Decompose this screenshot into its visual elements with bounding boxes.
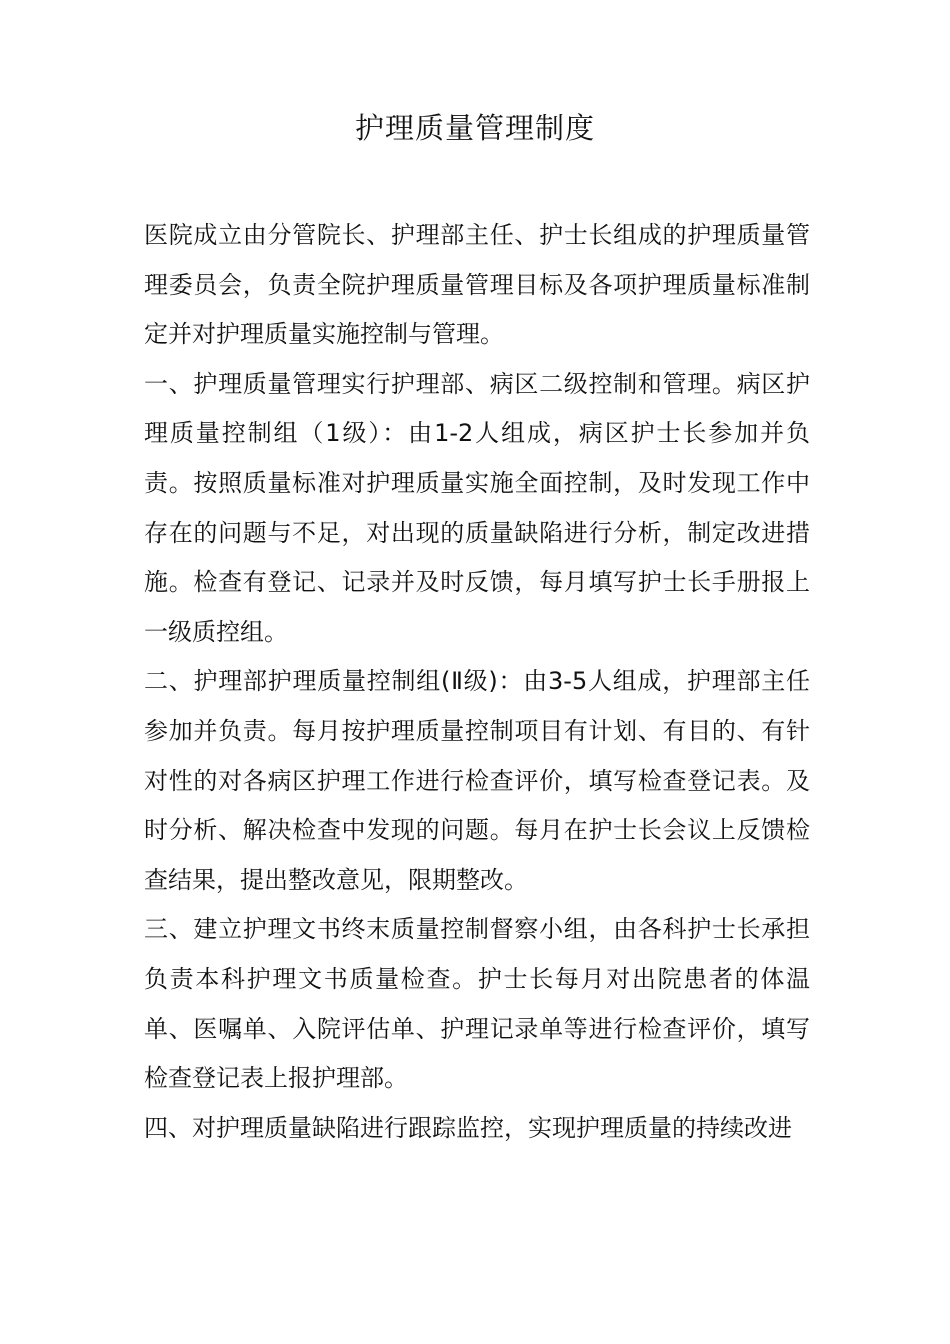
section-2-paragraph: 二、护理部护理质量控制组(Ⅱ级)：由3-5人组成，护理部主任参加并负责。每月按护理质量控制项目有计划、有目的、有针对性的对各病区护理工作进行检查评价，填写检查登记表。及时分析、解决检查中发现的问题。每月在护士长会议上反馈检查结果，提出整改意见，限期整改。 [144,667,810,894]
document-body [144,211,810,1153]
document-title: 护理质量管理制度 [354,111,595,145]
section-3-paragraph: 三、建立护理文书终末质量控制督察小组，由各科护士长承担负责本科护理文书质量检查。护士长每月对出院患者的体温单、医嘱单、入院评估单、护理记录单等进行检查评价，填写检查登记表上报护理部。 [144,915,810,1093]
intro-paragraph: 医院成立由分管院长、护理部主任、护士长组成的护理质量管理委员会，负责全院护理质量管理目标及各项护理质量标准制定并对护理质量实施控制与管理。 [144,221,810,349]
section-4-paragraph: 四、对护理质量缺陷进行跟踪监控，实现护理质量的持续改进 [144,1113,792,1142]
section-1-paragraph: 一、护理质量管理实行护理部、病区二级控制和管理。病区护理质量控制组（1级）：由1-2人组成，病区护士长参加并负责。按照质量标准对护理质量实施全面控制，及时发现工作中存在的问题与不足，对出现的质量缺陷进行分析，制定改进措施。检查有登记、记录并及时反馈，每月填写护士长手册报上一级质控组。 [144,369,810,646]
